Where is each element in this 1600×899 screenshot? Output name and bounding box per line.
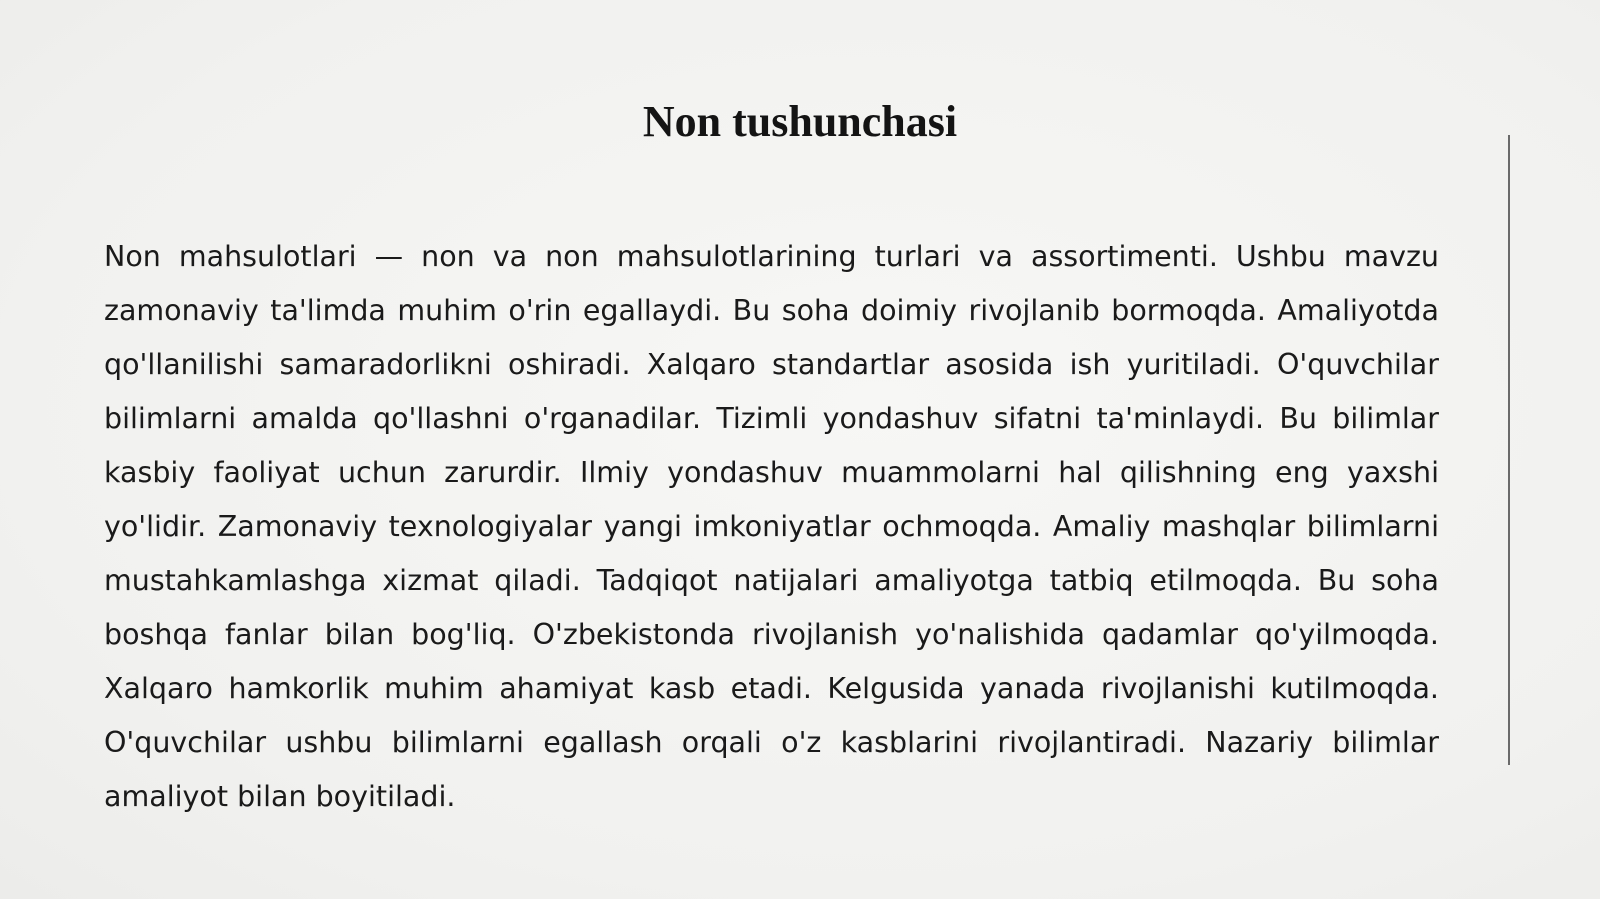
vertical-divider <box>1508 135 1510 765</box>
slide-title: Non tushunchasi <box>642 97 958 146</box>
slide-body-text: Non mahsulotlari — non va non mahsulotlarining turlari va assortimenti. Ushbu mavzu zamonaviy ta'limda muhim o'rin egallaydi. Bu soha doimiy rivojlanib bormoqda. Amaliyotda qo'llanilishi samaradorlikni oshiradi. Xalqaro standartlar asosida ish yuritiladi. O'quvchilar bilimlarni amalda qo'llashni o'rganadilar. Tizimli yondashuv sifatni ta'minlaydi. Bu bilimlar kasbiy faoliyat uchun zarurdir. Ilmiy yondashuv muammolarni hal qilishning eng yaxshi yo'lidir. Zamonaviy texnologiyalar yangi imkoniyatlar ochmoqda. Amaliy mashqlar bilimlarni mustahkamlashga xizmat qiladi. Tadqiqot natijalari amaliyotga tatbiq etilmoqda. Bu soha boshqa fanlar bilan bog'liq. O'zbekistonda rivojlanish yo'nalishida qadamlar qo'yilmoqda. Xalqaro hamkorlik muhim ahamiyat kasb etadi. Kelgusida yanada rivojlanishi kutilmoqda. O'quvchilar ushbu bilimlarni egallash orqali o'z kasblarini rivojlantiradi. Nazariy bilimlar amaliyot bilan boyitiladi. <box>104 240 1439 813</box>
